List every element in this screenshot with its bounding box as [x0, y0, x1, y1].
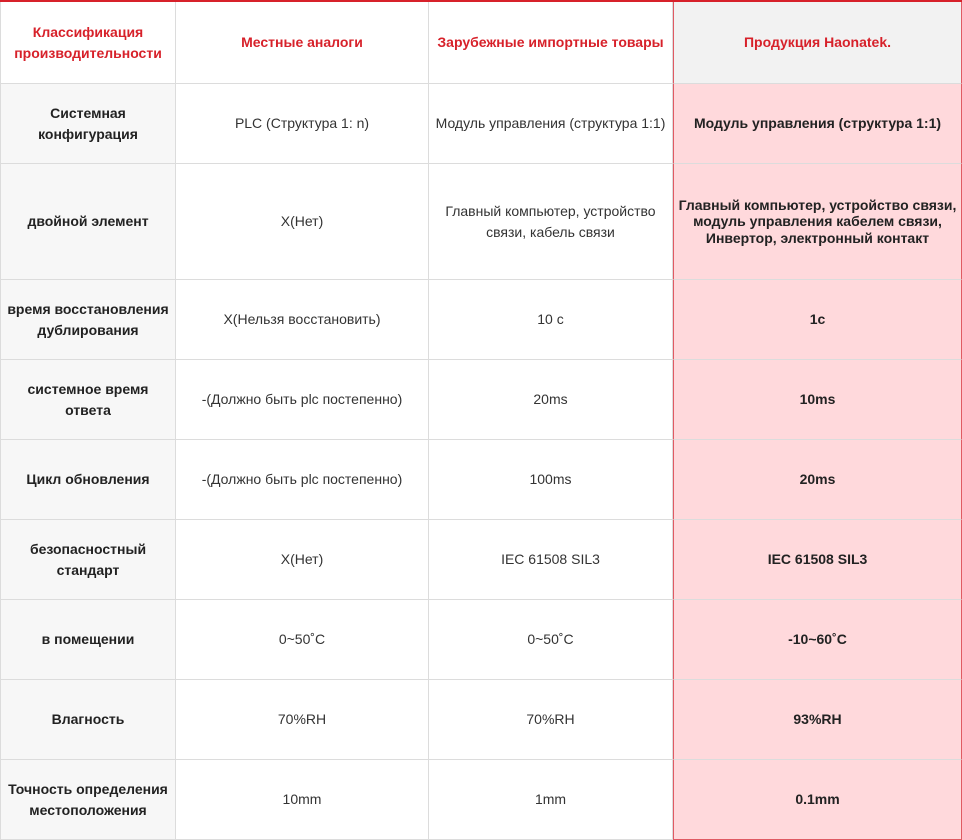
table-cell: 10 с [429, 280, 673, 360]
row-label: время восстановления дублирования [0, 280, 176, 360]
table-cell: IEC 61508 SIL3 [429, 520, 673, 600]
row-label: Системная конфигурация [0, 84, 176, 164]
row-label: Точность определения местоположения [0, 760, 176, 840]
table-cell: 1mm [429, 760, 673, 840]
table-cell-highlight: -10~60˚C [673, 600, 962, 680]
row-label: системное время ответа [0, 360, 176, 440]
table-cell-highlight: 1с [673, 280, 962, 360]
table-cell: 70%RH [176, 680, 429, 760]
table-cell-highlight: 0.1mm [673, 760, 962, 840]
table-cell: X(Нельзя восстановить) [176, 280, 429, 360]
row-label: Цикл обновления [0, 440, 176, 520]
table-cell: PLC (Структура 1: n) [176, 84, 429, 164]
table-cell: X(Нет) [176, 164, 429, 280]
table-cell-highlight: Главный компьютер, устройство связи, модуль управления кабелем связи, Инвертор, электронный контакт [673, 164, 962, 280]
table-cell: 20ms [429, 360, 673, 440]
table-cell-highlight: 93%RH [673, 680, 962, 760]
table-cell: 70%RH [429, 680, 673, 760]
table-cell-highlight: Модуль управления (структура 1:1) [673, 84, 962, 164]
table-cell: 0~50˚C [176, 600, 429, 680]
header-foreign-imports: Зарубежные импортные товары [429, 2, 673, 84]
table-cell: -(Должно быть plc постепенно) [176, 360, 429, 440]
table-cell: X(Нет) [176, 520, 429, 600]
table-cell-highlight: IEC 61508 SIL3 [673, 520, 962, 600]
table-cell: 0~50˚C [429, 600, 673, 680]
header-local-analogs: Местные аналоги [176, 2, 429, 84]
row-label: в помещении [0, 600, 176, 680]
table-cell: -(Должно быть plc постепенно) [176, 440, 429, 520]
header-classification: Классификация производительности [0, 2, 176, 84]
row-label: безопасностный стандарт [0, 520, 176, 600]
table-cell: 100ms [429, 440, 673, 520]
table-cell: Модуль управления (структура 1:1) [429, 84, 673, 164]
table-cell: 10mm [176, 760, 429, 840]
header-haonatek: Продукция Haonatek. [673, 2, 962, 84]
row-label: Влагность [0, 680, 176, 760]
table-cell: Главный компьютер, устройство связи, кабель связи [429, 164, 673, 280]
table-cell-highlight: 10ms [673, 360, 962, 440]
table-cell-highlight: 20ms [673, 440, 962, 520]
row-label: двойной элемент [0, 164, 176, 280]
